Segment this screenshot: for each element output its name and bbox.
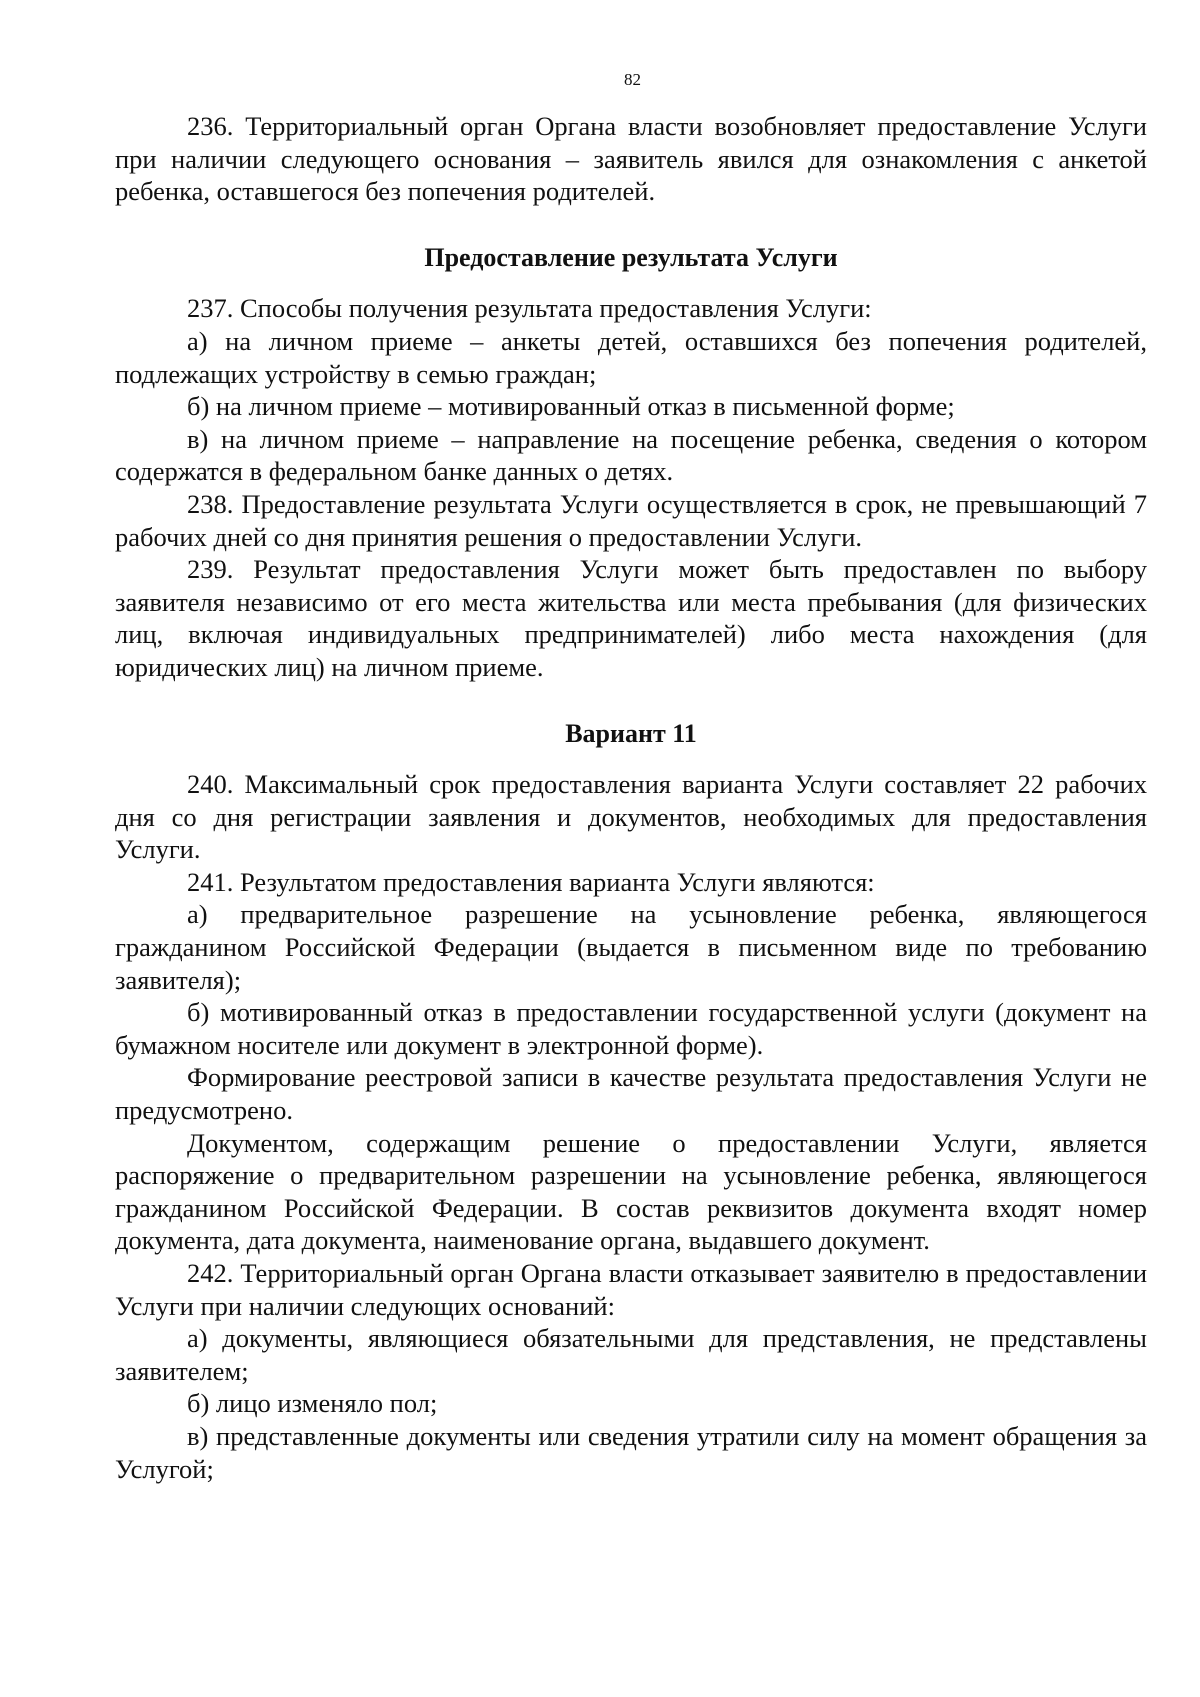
paragraph-242: 242. Территориальный орган Органа власти отказывает заявителю в предоставлении Услуги при наличии следующих оснований:: [115, 1258, 1147, 1321]
paragraph-240: 240. Максимальный срок предоставления варианта Услуги составляет 22 рабочих дня со дня регистрации заявления и документов, необходимых для предоставления Услуги.: [115, 769, 1147, 865]
paragraph-242-a: а) документы, являющиеся обязательными для представления, не представлены заявителем;: [115, 1323, 1147, 1386]
paragraph-241-b: б) мотивированный отказ в предоставлении государственной услуги (документ на бумажном носителе или документ в электронной форме).: [115, 997, 1147, 1060]
document-body: [115, 110, 1147, 1485]
paragraph-241: 241. Результатом предоставления варианта Услуги являются:: [187, 866, 875, 897]
paragraph-236: 236. Территориальный орган Органа власти возобновляет предоставление Услуги при наличии следующего основания – заявитель явился для ознакомления с анкетой ребенка, оставшегося без попечения родителей.: [115, 111, 1147, 207]
paragraph-decision-document: Документом, содержащим решение о предоставлении Услуги, является распоряжение о предварительном разрешении на усыновление ребенка, являющегося гражданином Российской Федерации. В состав реквизитов документа входят номер документа, дата документа, наименование органа, выдавшего документ.: [115, 1127, 1147, 1256]
paragraph-237-v: в) на личном приеме – направление на посещение ребенка, сведения о котором содержатся в федеральном банке данных о детях.: [115, 423, 1147, 487]
paragraph-238: 238. Предоставление результата Услуги осуществляется в срок, не превышающий 7 рабочих дней со дня принятия решения о предоставлении Услуги.: [115, 488, 1147, 552]
paragraph-237: 237. Способы получения результата предоставления Услуги:: [187, 293, 872, 324]
paragraph-237-b: б) на личном приеме – мотивированный отказ в письменной форме;: [187, 391, 955, 422]
paragraph-registry-record: Формирование реестровой записи в качестве результата предоставления Услуги не предусмотрено.: [115, 1062, 1147, 1126]
paragraph-242-v: в) представленные документы или сведения утратили силу на момент обращения за Услугой;: [115, 1420, 1147, 1484]
paragraph-241-a: а) предварительное разрешение на усыновление ребенка, являющегося гражданином Российской Федерации (выдается в письменном виде по требованию заявителя);: [115, 899, 1147, 995]
section-heading-result: Предоставление результата Услуги: [424, 242, 838, 272]
page-number: 82: [624, 70, 641, 89]
paragraph-239: 239. Результат предоставления Услуги может быть предоставлен по выбору заявителя независимо от его места жительства или места пребывания (для физических лиц, включая индивидуальных предпринимателей) либо места нахождения (для юридических лиц) на личном приеме.: [115, 554, 1147, 682]
paragraph-242-b: б) лицо изменяло пол;: [187, 1388, 438, 1419]
section-heading-variant: Вариант 11: [565, 718, 697, 748]
paragraph-237-a: а) на личном приеме – анкеты детей, оставшихся без попечения родителей, подлежащих устройству в семью граждан;: [115, 325, 1147, 389]
